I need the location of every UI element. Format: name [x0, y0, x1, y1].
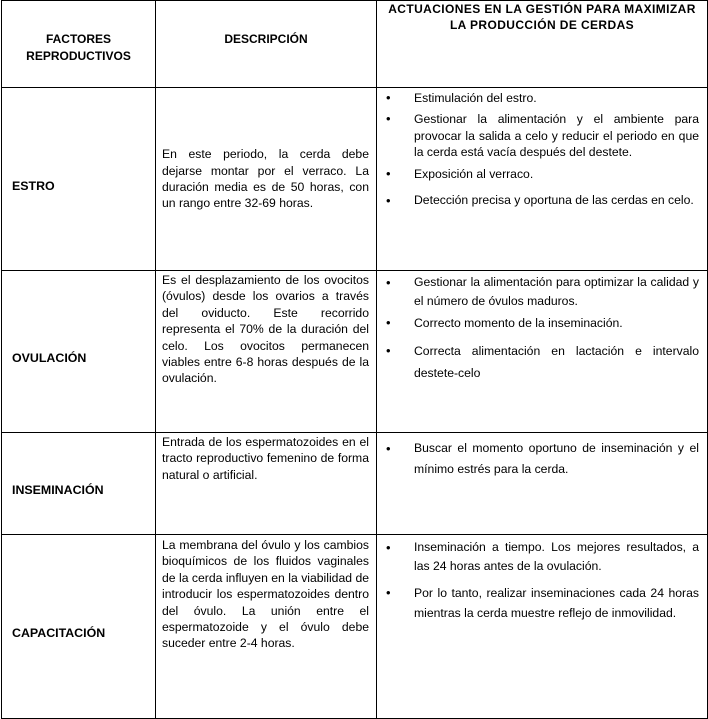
- table-row: [2, 535, 708, 719]
- factor-cell: CAPACITACIÓN: [2, 535, 156, 719]
- actions-list: [377, 538, 699, 623]
- description-cell: Es el desplazamiento de los ovocitos (óvulos) desde los ovarios a través del oviducto. Este recorrido representa el 70% de la duración del celo. Los ovocitos permanecen viables entre 6-8 horas después de la ovulación.: [156, 271, 377, 433]
- header-descripcion: [156, 1, 377, 88]
- table-row: [2, 271, 708, 433]
- actions-cell: [377, 535, 708, 719]
- actions-cell: [377, 88, 708, 271]
- actions-list: [377, 438, 699, 480]
- action-item: • Exposición al verraco.: [377, 166, 699, 182]
- action-item: • Gestionar la alimentación para optimizar la calidad y el número de óvulos maduros.: [377, 273, 699, 311]
- header-actuaciones-text: ACTUACIONES EN LA GESTIÓN PARA MAXIMIZAR LA PRODUCCIÓN DE CERDAS: [388, 2, 696, 32]
- factor-cell: OVULACIÓN: [2, 271, 156, 433]
- actions-cell: [377, 433, 708, 535]
- table-row: [2, 433, 708, 535]
- table-row: [2, 88, 708, 271]
- header-descripcion-text: DESCRIPCIÓN: [224, 31, 308, 46]
- factor-cell: INSEMINACIÓN: [2, 433, 156, 535]
- description-cell: En este periodo, la cerda debe dejarse montar por el verraco. La duración media es de 50 horas, con un rango entre 32-69 horas.: [156, 88, 377, 271]
- action-item: • Correcto momento de la inseminación.: [377, 315, 699, 331]
- action-item: • Inseminación a tiempo. Los mejores resultados, a las 24 horas antes de la ovulación.: [377, 538, 699, 576]
- action-item: • Correcta alimentación en lactación e intervalo destete-celo: [377, 340, 699, 384]
- description-cell: Entrada de los espermatozoides en el tracto reproductivo femenino de forma natural o artificial.: [156, 433, 377, 535]
- header-factores: [2, 1, 156, 88]
- factor-cell: ESTRO: [2, 88, 156, 271]
- header-actuaciones: [377, 1, 708, 88]
- action-item: • Detección precisa y oportuna de las cerdas en celo.: [377, 190, 699, 211]
- actions-cell: [377, 271, 708, 433]
- header-row: [2, 1, 708, 88]
- action-item: • Por lo tanto, realizar inseminaciones cada 24 horas mientras la cerda muestre reflejo de inmovilidad.: [377, 583, 699, 623]
- header-factores-text: FACTORES REPRODUCTIVOS: [26, 32, 131, 63]
- actions-list: [377, 90, 699, 211]
- actions-list: [377, 273, 699, 384]
- action-item: • Buscar el momento oportuno de inseminación y el mínimo estrés para la cerda.: [377, 438, 699, 480]
- action-item: • Gestionar la alimentación y el ambiente para provocar la salida a celo y reducir el periodo en que la cerda está vacía después del destete.: [377, 111, 699, 160]
- action-item: • Estimulación del estro.: [377, 90, 699, 106]
- reproductive-factors-table: [1, 0, 708, 719]
- description-cell: La membrana del óvulo y los cambios bioquímicos de los fluidos vaginales de la cerda influyen en la viabilidad de introducir los espermatozoides dentro del óvulo. La unión entre el espermatozoide y el óvulo debe suceder entre 2-4 horas.: [156, 535, 377, 719]
